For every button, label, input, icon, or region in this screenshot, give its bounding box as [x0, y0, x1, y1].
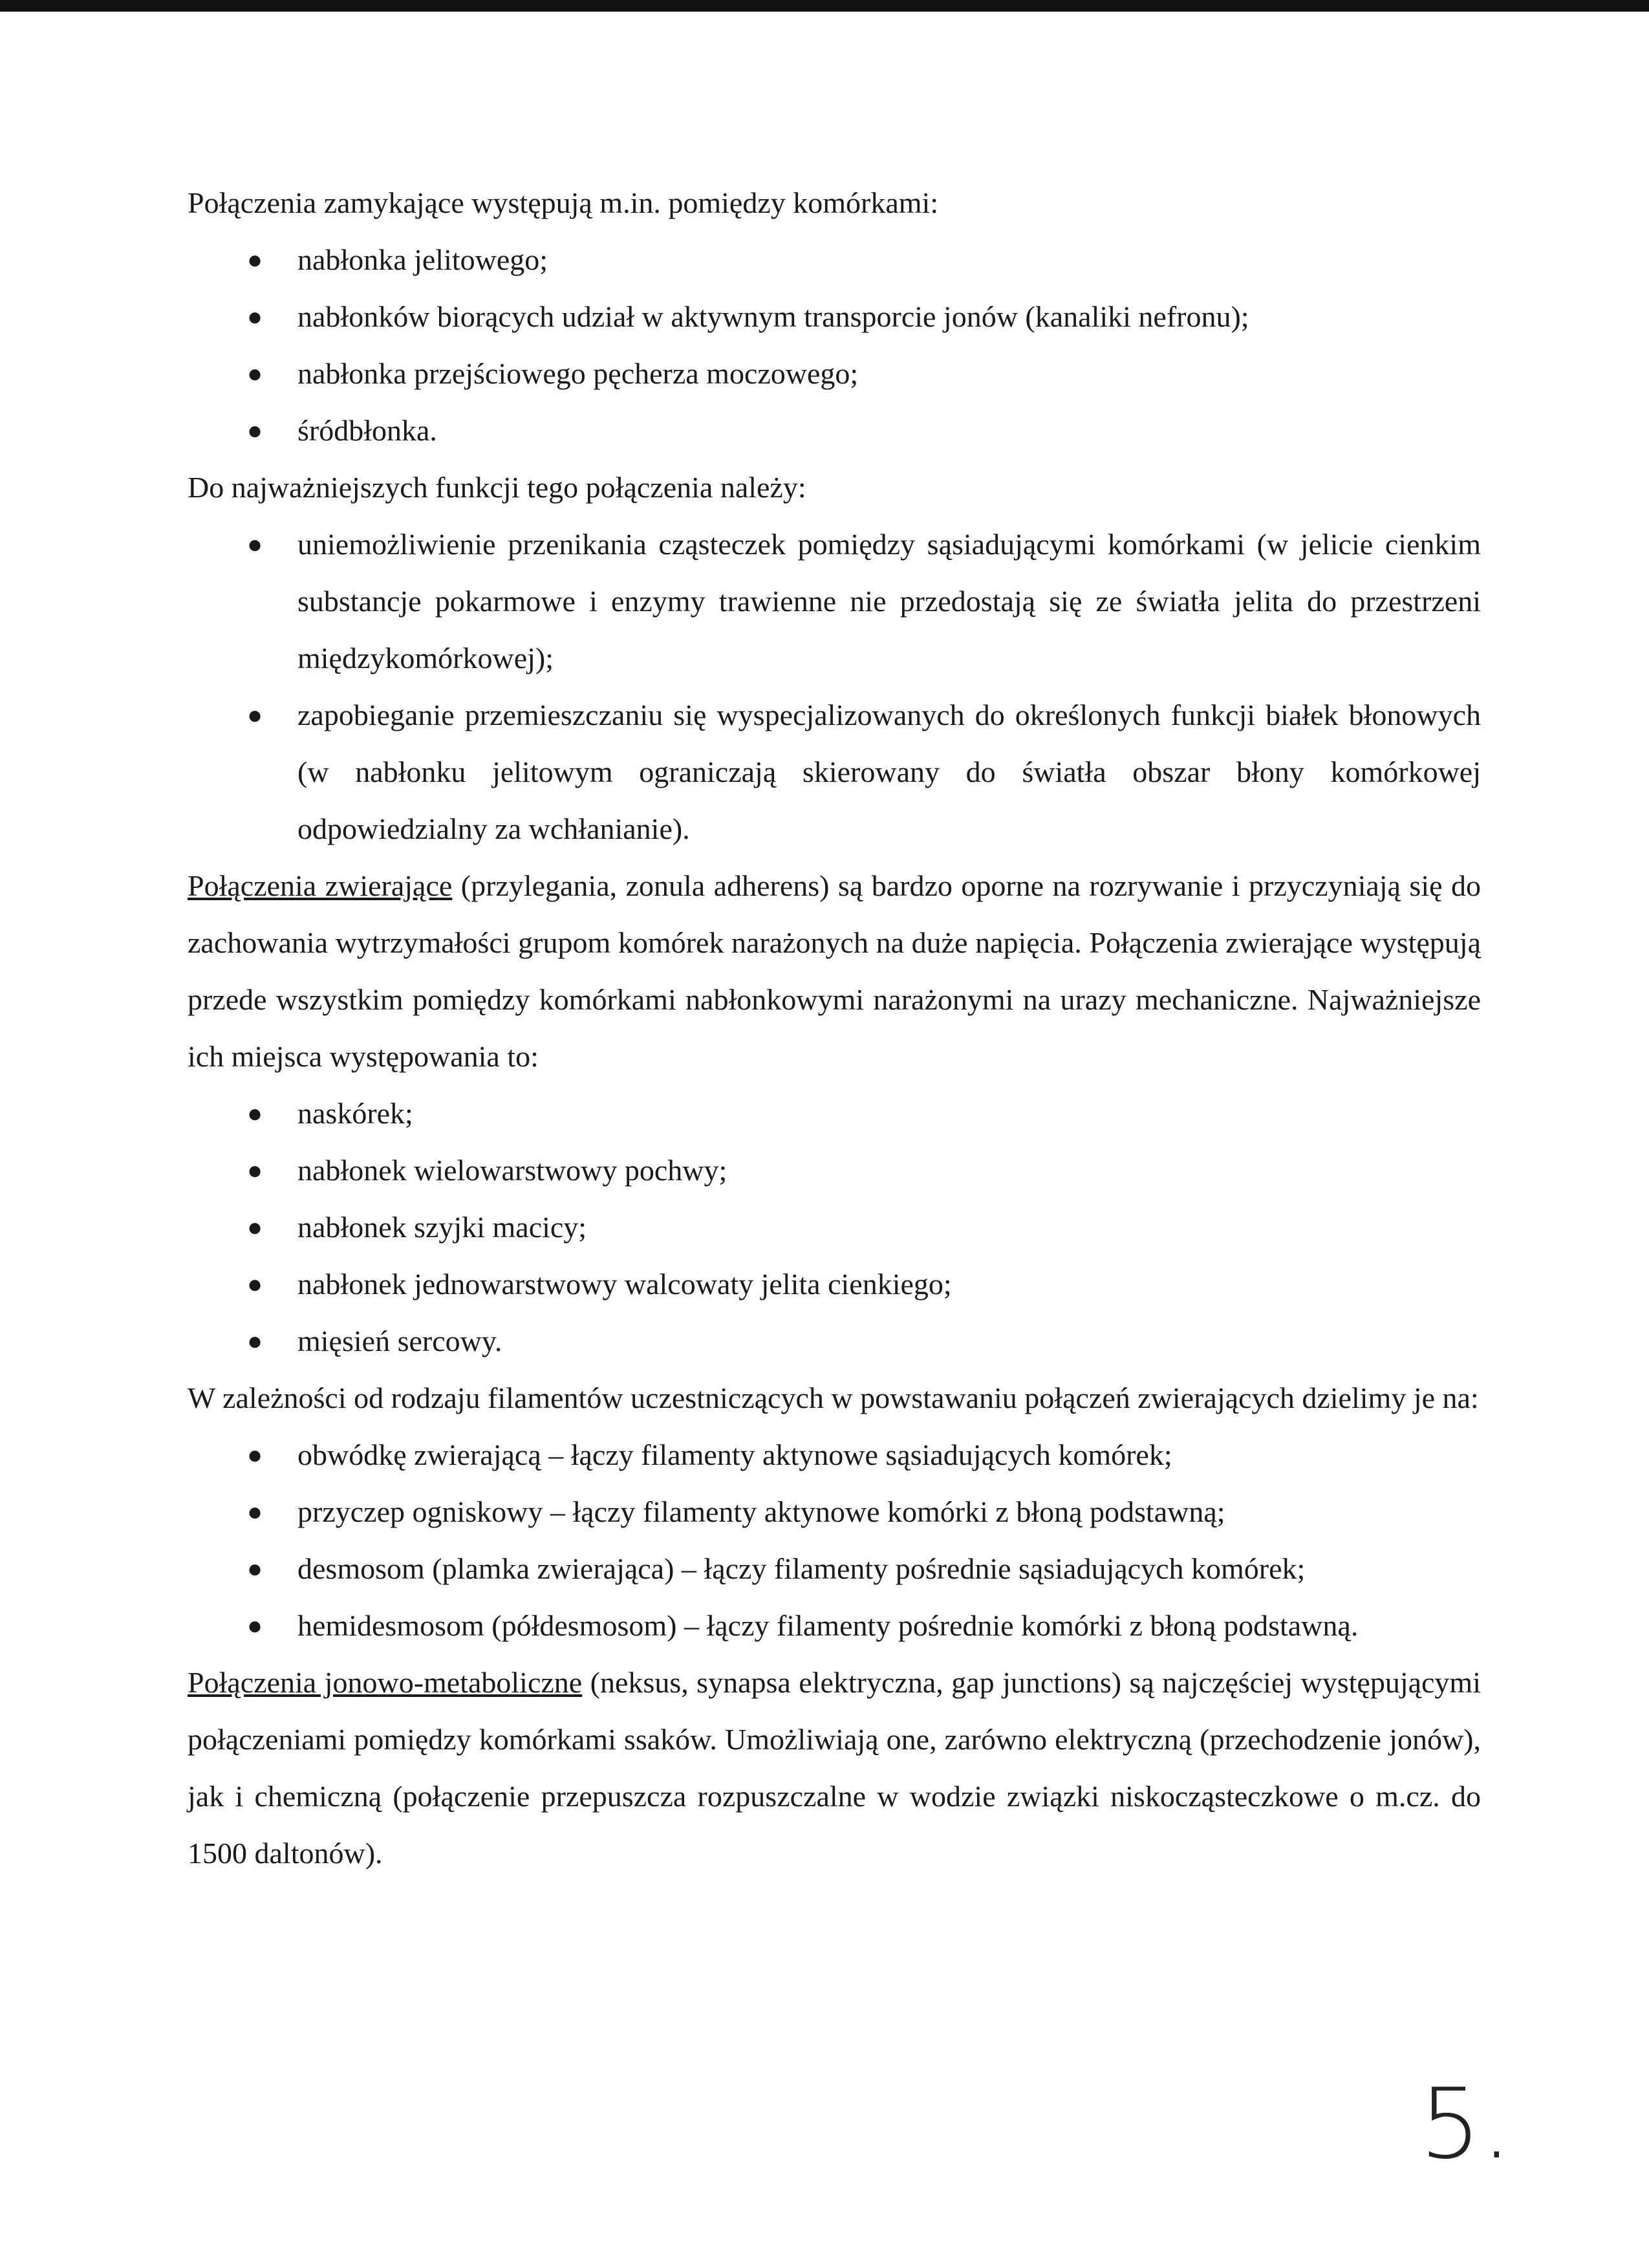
list-item: ● nabłonka jelitowego; — [188, 232, 1481, 288]
list-item: ● naskórek; — [188, 1085, 1481, 1142]
section2-text: (przylegania, zonula adherens) są bardzo oporne na rozrywanie i przyczyniają się do zachowania wytrzymałości grupom komórek narażonych na duże napięcia. Połączenia zwierające występują przede wszystkim pomiędzy komórkami nabłonkowymi narażonymi na urazy mechaniczne. Najważniejsze ich miejsca występowania to: — [188, 869, 1481, 1073]
list-item: ● mięsień sercowy. — [188, 1313, 1481, 1370]
bullet-icon: ● — [247, 1099, 263, 1128]
functions-intro: Do najważniejszych funkcji tego połączenia należy: — [188, 471, 806, 504]
list-item: ● przyczep ogniskowy – łączy filamenty aktynowe komórki z błoną podstawną; — [188, 1484, 1481, 1540]
list-item: ● zapobieganie przemieszczaniu się wyspecjalizowanych do określonych funkcji białek błonowych (w nabłonku jelitowym ograniczają skierowany do światła obszar błony komórkowej odpowiedzialny za wchłanianie). — [188, 687, 1481, 858]
bullet-icon: ● — [247, 245, 263, 274]
division-list — [188, 1427, 1481, 1654]
list-item: ● nabłonek szyjki macicy; — [188, 1199, 1481, 1256]
list-item: ● nabłonek wielowarstwowy pochwy; — [188, 1142, 1481, 1199]
bullet-icon: ● — [247, 700, 263, 729]
list-item: ● śródbłonka. — [188, 402, 1481, 459]
scan-top-border — [0, 0, 1649, 12]
division-intro: W zależności od rodzaju filamentów uczestniczących w powstawaniu połączeń zwierających dzielimy je na: — [188, 1381, 1479, 1414]
functions-list — [188, 516, 1481, 858]
bullet-icon: ● — [247, 1326, 263, 1355]
section1-intro: Połączenia zamykające występują m.in. pomiędzy komórkami: — [188, 186, 939, 219]
bullet-icon: ● — [247, 1497, 263, 1526]
list-item: ● nabłonka przejściowego pęcherza moczowego; — [188, 345, 1481, 402]
bullet-icon: ● — [247, 416, 263, 445]
bullet-icon: ● — [247, 1156, 263, 1185]
section2-list — [188, 1085, 1481, 1370]
section2-heading: Połączenia zwierające — [188, 869, 453, 902]
page-number: 5. — [1419, 2068, 1513, 2181]
bullet-icon: ● — [247, 1554, 263, 1583]
bullet-icon: ● — [247, 1269, 263, 1299]
document-page — [188, 175, 1481, 1882]
list-item: ● nabłonek jednowarstwowy walcowaty jelita cienkiego; — [188, 1256, 1481, 1313]
section1-list — [188, 232, 1481, 459]
bullet-icon: ● — [247, 359, 263, 388]
list-item: ● hemidesmosom (półdesmosom) – łączy filamenty pośrednie komórki z błoną podstawną. — [188, 1597, 1481, 1654]
section3-heading: Połączenia jonowo-metaboliczne — [188, 1666, 583, 1699]
bullet-icon: ● — [247, 530, 263, 559]
bullet-icon: ● — [247, 1611, 263, 1640]
section2-paragraph — [188, 858, 1481, 1085]
section3-paragraph — [188, 1654, 1481, 1882]
bullet-icon: ● — [247, 302, 263, 331]
bullet-icon: ● — [247, 1440, 263, 1469]
section3-text: (neksus, synapsa elektryczna, gap junctions) są najczęściej występującymi połączeniami pomiędzy komórkami ssaków. Umożliwiają one, zarówno elektryczną (przechodzenie jonów), jak i chemiczną (połączenie przepuszcza rozpuszczalne w wodzie związki niskocząsteczkowe o m.cz. do 1500 daltonów). — [188, 1666, 1481, 1870]
list-item: ● nabłonków biorących udział w aktywnym transporcie jonów (kanaliki nefronu); — [188, 288, 1481, 345]
bullet-icon: ● — [247, 1213, 263, 1242]
list-item: ● uniemożliwienie przenikania cząsteczek pomiędzy sąsiadującymi komórkami (w jelicie cienkim substancje pokarmowe i enzymy trawienne nie przedostają się ze światła jelita do przestrzeni międzykomórkowej); — [188, 516, 1481, 687]
list-item: ● obwódkę zwierającą – łączy filamenty aktynowe sąsiadujących komórek; — [188, 1427, 1481, 1484]
list-item: ● desmosom (plamka zwierająca) – łączy filamenty pośrednie sąsiadujących komórek; — [188, 1540, 1481, 1597]
